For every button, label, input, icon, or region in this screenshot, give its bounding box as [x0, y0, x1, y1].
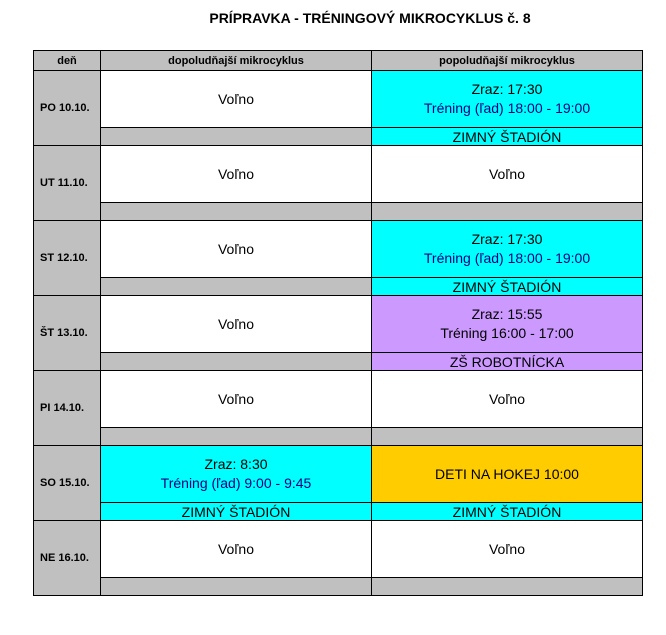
afternoon-cell	[372, 371, 643, 428]
morning-cell	[101, 371, 372, 428]
schedule-table	[33, 50, 643, 596]
morning-venue	[101, 428, 372, 446]
header-morning: dopoludňajší mikrocyklus	[101, 51, 372, 71]
afternoon-training-time: Tréning 16:00 - 17:00	[440, 325, 574, 341]
venue-row	[34, 203, 643, 221]
morning-venue	[101, 353, 372, 371]
morning-venue	[101, 128, 372, 146]
afternoon-cell	[372, 521, 643, 578]
morning-cell	[101, 221, 372, 278]
morning-cell	[101, 146, 372, 203]
header-day: deň	[34, 51, 101, 71]
page-title: PRÍPRAVKA - TRÉNINGOVÝ MIKROCYKLUS č. 8	[209, 10, 531, 26]
afternoon-cell	[372, 221, 643, 278]
morning-cell	[101, 296, 372, 353]
afternoon-venue: ZIMNÝ ŠTADIÓN	[372, 503, 643, 521]
day-cell: ŠT 13.10.	[34, 296, 101, 371]
day-cell: ST 12.10.	[34, 221, 101, 296]
morning-text: Voľno	[217, 90, 254, 107]
table-row	[34, 221, 643, 278]
afternoon-cell	[372, 71, 643, 128]
morning-text: Voľno	[217, 240, 254, 257]
morning-training-time: Tréning (ľad) 9:00 - 9:45	[160, 475, 312, 491]
header-row	[34, 51, 643, 71]
table-row	[34, 446, 643, 503]
afternoon-text: Voľno	[488, 165, 525, 182]
venue-row	[34, 503, 643, 521]
morning-cell	[101, 446, 372, 503]
morning-text: Voľno	[217, 315, 254, 332]
afternoon-text: Voľno	[488, 540, 525, 557]
afternoon-venue	[372, 203, 643, 221]
afternoon-gather-time: Zraz: 15:55	[471, 306, 543, 322]
day-cell: UT 11.10.	[34, 146, 101, 221]
day-cell: SO 15.10.	[34, 446, 101, 521]
venue-row	[34, 578, 643, 596]
afternoon-venue	[372, 428, 643, 446]
morning-venue: ZIMNÝ ŠTADIÓN	[101, 503, 372, 521]
table-row	[34, 146, 643, 203]
morning-gather-time: Zraz: 8:30	[204, 456, 268, 472]
day-cell: PI 14.10.	[34, 371, 101, 446]
afternoon-cell	[372, 446, 643, 503]
table-row	[34, 71, 643, 128]
header-afternoon: popoludňajší mikrocyklus	[372, 51, 643, 71]
table-row	[34, 296, 643, 353]
afternoon-gather-time: Zraz: 17:30	[471, 81, 543, 97]
afternoon-training-time: Tréning (ľad) 18:00 - 19:00	[423, 250, 591, 266]
day-cell: NE 16.10.	[34, 521, 101, 596]
table-row	[34, 521, 643, 578]
table-row	[34, 371, 643, 428]
venue-row	[34, 278, 643, 296]
afternoon-event: DETI NA HOKEJ 10:00	[435, 465, 579, 482]
afternoon-training-time: Tréning (ľad) 18:00 - 19:00	[423, 100, 591, 116]
afternoon-cell	[372, 146, 643, 203]
morning-venue	[101, 278, 372, 296]
morning-text: Voľno	[217, 390, 254, 407]
morning-venue	[101, 203, 372, 221]
venue-row	[34, 428, 643, 446]
afternoon-venue: ZŠ ROBOTNÍCKA	[372, 353, 643, 371]
venue-row	[34, 353, 643, 371]
afternoon-gather-time: Zraz: 17:30	[471, 231, 543, 247]
afternoon-venue: ZIMNÝ ŠTADIÓN	[372, 278, 643, 296]
morning-text: Voľno	[217, 165, 254, 182]
morning-cell	[101, 71, 372, 128]
afternoon-venue: ZIMNÝ ŠTADIÓN	[372, 128, 643, 146]
morning-text: Voľno	[217, 540, 254, 557]
afternoon-cell	[372, 296, 643, 353]
morning-cell	[101, 521, 372, 578]
morning-venue	[101, 578, 372, 596]
venue-row	[34, 128, 643, 146]
afternoon-text: Voľno	[488, 390, 525, 407]
afternoon-venue	[372, 578, 643, 596]
day-cell: PO 10.10.	[34, 71, 101, 146]
